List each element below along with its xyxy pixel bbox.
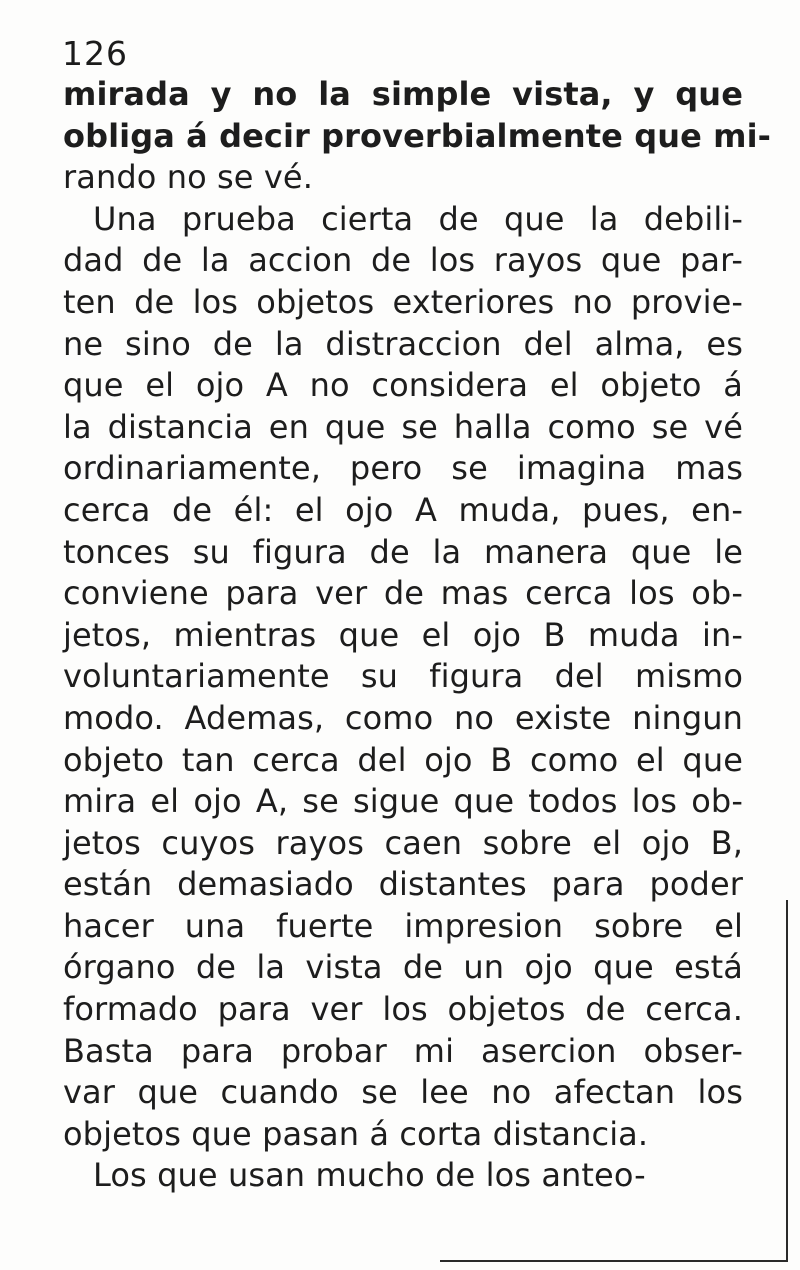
text-line: jetos, mientras que el ojo B muda in- (63, 615, 743, 654)
text-line: tonces su figura de la manera que le (63, 532, 743, 571)
text-line: ten de los objetos exteriores no provie- (63, 282, 743, 321)
text-line: formado para ver los objetos de cerca. (63, 990, 743, 1029)
page-edge-right (786, 900, 788, 1260)
text-line: mirada y no la simple vista, y que (63, 75, 743, 113)
text-line: Basta para probar mi asercion obser- (63, 1031, 743, 1070)
text-line: cerca de él: el ojo A muda, pues, en- (63, 490, 743, 529)
text-line: órgano de la vista de un ojo que está (63, 948, 743, 987)
text-line: ordinariamente, pero se imagina mas (63, 449, 743, 488)
text-line: var que cuando se lee no afectan los (63, 1073, 743, 1112)
text-line: que el ojo A no considera el objeto á (63, 366, 743, 405)
page-number: 126 (62, 34, 128, 73)
text-line: modo. Ademas, como no existe ningun (63, 698, 743, 737)
page-edge-bottom (440, 1260, 788, 1262)
text-line: objeto tan cerca del ojo B como el que (63, 740, 743, 779)
text-line: rando no se vé. (63, 158, 313, 197)
text-line: hacer una fuerte impresion sobre el (63, 906, 743, 945)
text-line: conviene para ver de mas cerca los ob- (63, 574, 743, 613)
text-line: la distancia en que se halla como se vé (63, 407, 743, 446)
catchword-line: Los que usan mucho de los anteo- (93, 1156, 646, 1195)
text-line: jetos cuyos rayos caen sobre el ojo B, (63, 823, 743, 862)
text-line: están demasiado distantes para poder (63, 865, 743, 904)
body-text (63, 74, 772, 1197)
text-line: obliga á decir proverbialmente que mi- (63, 116, 772, 155)
text-line: objetos que pasan á corta distancia. (63, 1114, 649, 1153)
paragraph-start-line: Una prueba cierta de que la debili- (93, 199, 743, 238)
text-line: dad de la accion de los rayos que par- (63, 241, 743, 280)
text-line: ne sino de la distraccion del alma, es (63, 324, 743, 363)
text-line: voluntariamente su figura del mismo (63, 657, 743, 696)
text-line: mira el ojo A, se sigue que todos los ob- (63, 782, 743, 821)
